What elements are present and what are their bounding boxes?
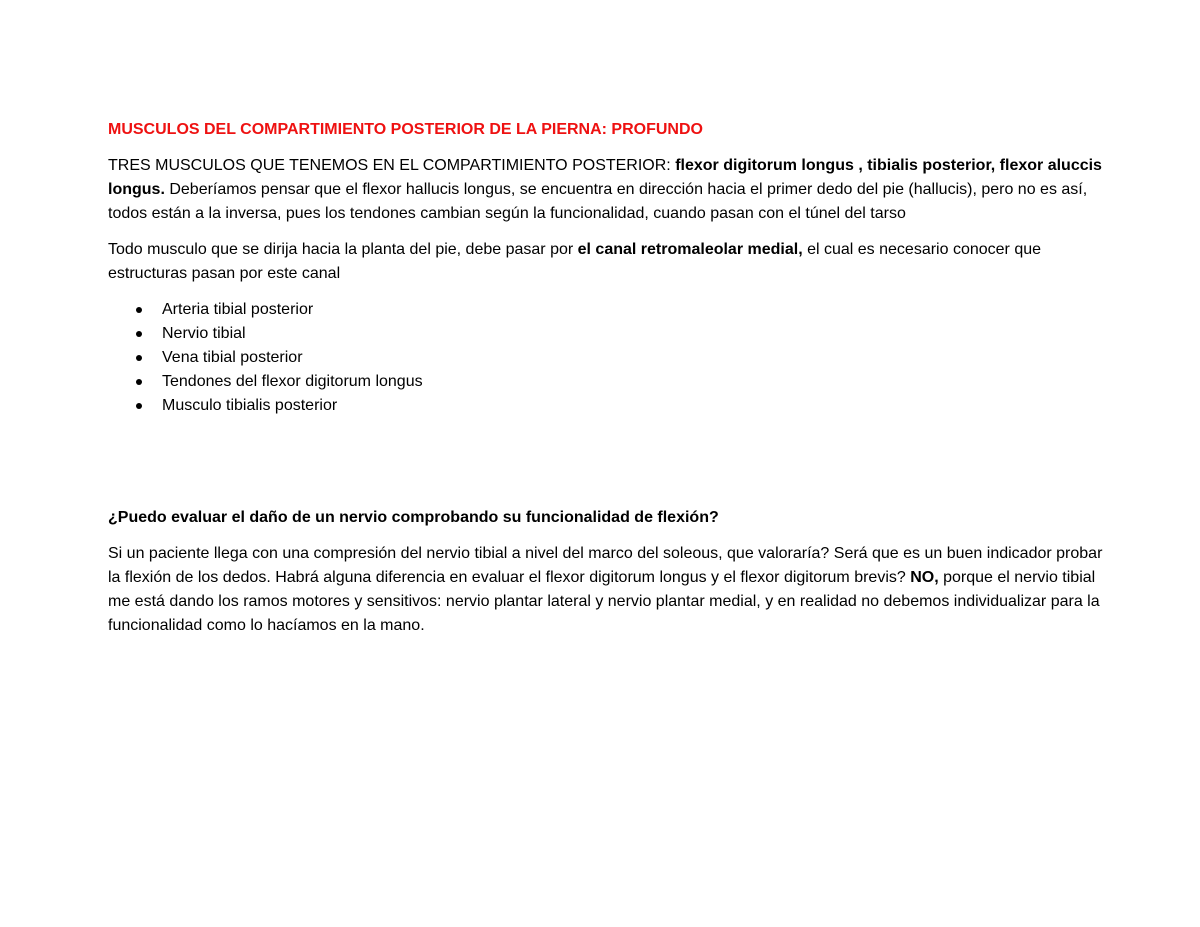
list-item-label: Nervio tibial — [162, 325, 246, 342]
document-page — [108, 118, 1108, 650]
paragraph-nerve-bold: NO, — [910, 569, 939, 586]
list-item-label: Arteria tibial posterior — [162, 301, 314, 318]
paragraph-muscles — [108, 154, 1108, 226]
paragraph-nerve — [108, 542, 1108, 638]
list-item-label: Vena tibial posterior — [162, 349, 303, 366]
paragraph-muscles-intro: TRES MUSCULOS QUE TENEMOS EN EL COMPARTIMIENTO POSTERIOR: — [108, 157, 676, 174]
bullet-icon — [136, 331, 142, 337]
paragraph-nerve-rest: porque el nervio tibial me está dando los ramos motores y sensitivos: nervio plantar lateral y nervio plantar medial, y en realidad no debemos individualizar para la funcionalidad como lo hacíamos en la mano. — [108, 569, 1100, 634]
paragraph-canal-bold: el canal retromaleolar medial, — [577, 241, 803, 258]
structures-list — [108, 298, 1108, 418]
bullet-icon — [136, 379, 142, 385]
paragraph-muscles-rest: Deberíamos pensar que el flexor hallucis longus, se encuentra en dirección hacia el primer dedo del pie (hallucis), pero no es así, todos están a la inversa, pues los tendones cambian según la funcionalidad, cuando pasan con el túnel del tarso — [108, 181, 1088, 222]
list-item — [136, 394, 1108, 418]
list-item — [136, 322, 1108, 346]
bullet-icon — [136, 307, 142, 313]
bullet-icon — [136, 355, 142, 361]
list-item — [136, 370, 1108, 394]
paragraph-muscles-bold: flexor digitorum longus , tibialis posterior, flexor aluccis longus. — [108, 157, 1102, 198]
question-heading: ¿Puedo evaluar el daño de un nervio comprobando su funcionalidad de flexión? — [108, 509, 719, 526]
list-item-label: Musculo tibialis posterior — [162, 397, 338, 414]
list-item — [136, 298, 1108, 322]
paragraph-canal — [108, 238, 1108, 286]
paragraph-canal-intro: Todo musculo que se dirija hacia la planta del pie, debe pasar por — [108, 241, 578, 258]
section-heading: MUSCULOS DEL COMPARTIMIENTO POSTERIOR DE LA PIERNA: PROFUNDO — [108, 121, 703, 138]
paragraph-nerve-intro: Si un paciente llega con una compresión del nervio tibial a nivel del marco del soleous, que valoraría? Será que es un buen indicador probar la flexión de los dedos. Habrá alguna diferencia en evaluar el flexor digitorum longus y el flexor digitorum brevis? — [108, 545, 1103, 586]
list-item — [136, 346, 1108, 370]
paragraph-canal-rest: el cual es necesario conocer que estructuras pasan por este canal — [108, 241, 1042, 282]
blank-space — [108, 418, 1108, 506]
list-item-label: Tendones del flexor digitorum longus — [162, 373, 423, 390]
bullet-icon — [136, 403, 142, 409]
